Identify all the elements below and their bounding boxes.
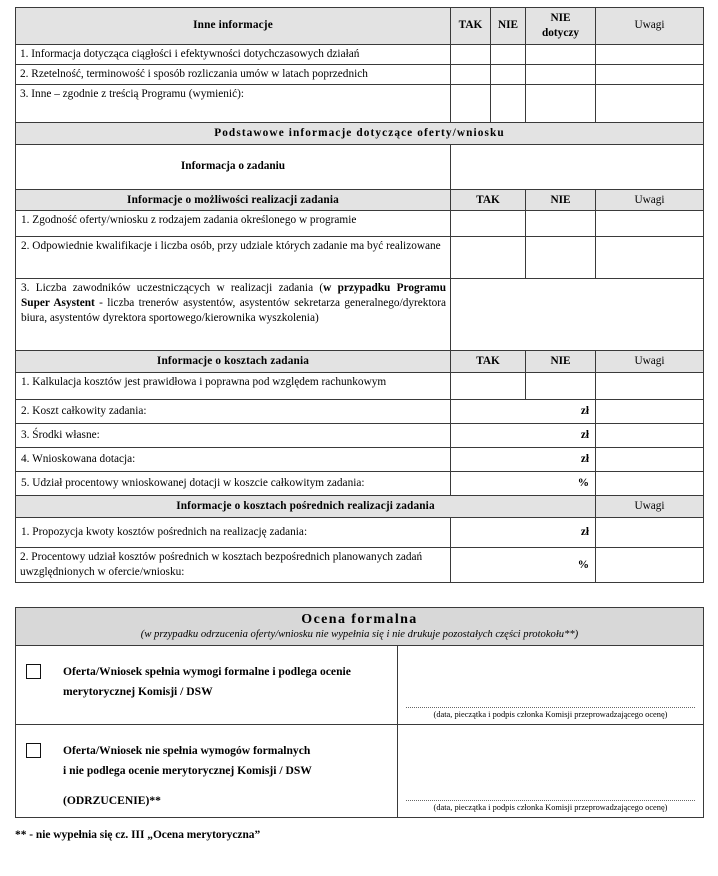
- header-col-uwagi: Uwagi: [596, 8, 704, 45]
- ocena-formalna-table: [15, 607, 704, 818]
- table-row: [16, 400, 704, 424]
- header-koszty-col-uwagi: Uwagi: [596, 351, 704, 373]
- table-row: [16, 211, 704, 237]
- header-inne-informacje: Inne informacje: [16, 8, 451, 45]
- table-header-row-mozliwosci: [16, 189, 704, 211]
- table-row: [16, 373, 704, 400]
- table-header-row-posrednie: [16, 496, 704, 518]
- header-col-tak: TAK: [451, 8, 491, 45]
- row-label-mozliwosci-1: 1. Zgodność oferty/wniosku z rodzajem zadania określonego w programie: [16, 211, 451, 237]
- row-label-posrednie-1: 1. Propozycja kwoty kosztów pośrednich na realizację zadania:: [16, 518, 451, 548]
- row-label-posrednie-2: 2. Procentowy udział kosztów pośrednich w kosztach bezpośrednich planowanych zadań uwzględnionych w ofercie/wniosku:: [16, 548, 451, 583]
- ocena-option-2-cell: [16, 725, 398, 818]
- table-row: [16, 518, 704, 548]
- header-koszty-col-tak: TAK: [451, 351, 526, 373]
- unit-koszty-5[interactable]: %: [451, 472, 596, 496]
- signature-line-2: [406, 800, 695, 801]
- unit-posrednie-1[interactable]: zł: [451, 518, 596, 548]
- ocena-option-2-line1: Oferta/Wniosek nie spełnia wymogów formalnych: [63, 744, 311, 758]
- ocena-option-1-cell: [16, 646, 398, 725]
- cell-uwagi-mozliwosci-1[interactable]: [596, 211, 704, 237]
- signature-line-1: [406, 707, 695, 708]
- cell-uwagi-inne-1[interactable]: [596, 44, 704, 64]
- table-row: [16, 84, 704, 122]
- cell-merged-mozliwosci-3[interactable]: [451, 279, 704, 351]
- cell-niedotyczy-inne-2[interactable]: [526, 64, 596, 84]
- ocena-option-1-line1: Oferta/Wniosek spełnia wymogi formalne i podlega ocenie: [63, 665, 351, 679]
- row-label-koszty-4: 4. Wnioskowana dotacja:: [16, 448, 451, 472]
- checkbox-accept-icon[interactable]: [26, 664, 41, 679]
- header-podstawowe-informacje: Podstawowe informacje dotyczące oferty/wniosku: [16, 122, 704, 144]
- header-koszty-col-nie: NIE: [526, 351, 596, 373]
- ocena-formalna-header: [16, 608, 704, 646]
- cell-uwagi-koszty-4[interactable]: [596, 448, 704, 472]
- ocena-formalna-subtitle: (w przypadku odrzucenia oferty/wniosku nie wypełnia się i nie drukuje pozostałych części protokołu**): [140, 629, 579, 641]
- cell-uwagi-posrednie-2[interactable]: [596, 548, 704, 583]
- row-label-inne-3: 3. Inne – zgodnie z treścią Programu (wymienić):: [16, 84, 451, 122]
- section-spacer: [15, 583, 703, 607]
- cell-tak-inne-1[interactable]: [451, 44, 491, 64]
- cell-nie-inne-1[interactable]: [491, 44, 526, 64]
- row-label-mozliwosci-3-bold: w przypadku Programu Super Asystent: [21, 282, 446, 310]
- signature-caption-2: (data, pieczątka i podpis członka Komisji przeprowadzającego ocenę): [433, 802, 668, 812]
- cell-tak-mozliwosci-2[interactable]: [451, 237, 526, 279]
- cell-nie-mozliwosci-1[interactable]: [526, 211, 596, 237]
- cell-uwagi-koszty-3[interactable]: [596, 424, 704, 448]
- header-koszty-zadania: Informacje o kosztach zadania: [16, 351, 451, 373]
- table-row: [16, 279, 704, 351]
- table-row: [16, 448, 704, 472]
- cell-nie-koszty-1[interactable]: [526, 373, 596, 400]
- unit-koszty-3[interactable]: zł: [451, 424, 596, 448]
- cell-uwagi-koszty-5[interactable]: [596, 472, 704, 496]
- row-label-inne-2: 2. Rzetelność, terminowość i sposób rozliczania umów w latach poprzednich: [16, 64, 451, 84]
- cell-nie-inne-3[interactable]: [491, 84, 526, 122]
- cell-uwagi-posrednie-1[interactable]: [596, 518, 704, 548]
- header-col-nie-dotyczy-line1: NIE: [550, 12, 571, 24]
- table-row: [16, 472, 704, 496]
- header-mozliwosci-col-nie: NIE: [526, 189, 596, 211]
- table-row: [16, 424, 704, 448]
- ocena-option-row: [16, 646, 704, 725]
- row-label-koszty-3: 3. Środki własne:: [16, 424, 451, 448]
- section-header-row-podstawowe: [16, 122, 704, 144]
- row-label-mozliwosci-3: [16, 279, 451, 351]
- cell-uwagi-koszty-2[interactable]: [596, 400, 704, 424]
- header-mozliwosci-col-tak: TAK: [451, 189, 526, 211]
- cell-niedotyczy-inne-1[interactable]: [526, 44, 596, 64]
- ocena-option-row: [16, 725, 704, 818]
- table-row: [16, 64, 704, 84]
- header-col-nie: NIE: [491, 8, 526, 45]
- signature-area-1[interactable]: [398, 646, 704, 725]
- cell-nie-inne-2[interactable]: [491, 64, 526, 84]
- table-header-row-inne: [16, 8, 704, 45]
- row-label-mozliwosci-3-part1: 3. Liczba zawodników uczestniczących w realizacji zadania (: [21, 282, 324, 295]
- unit-koszty-4[interactable]: zł: [451, 448, 596, 472]
- row-label-koszty-5: 5. Udział procentowy wnioskowanej dotacji w koszcie całkowitym zadania:: [16, 472, 451, 496]
- field-informacja-o-zadaniu[interactable]: [451, 144, 704, 189]
- header-posrednie-col-uwagi: Uwagi: [596, 496, 704, 518]
- row-label-mozliwosci-3-part2: - liczba trenerów asystentów, asystentów sekretarza generalnego/dyrektora biura, asystentów dyrektora sportowego/kierownika wyszkolenia): [21, 297, 447, 325]
- cell-nie-mozliwosci-2[interactable]: [526, 237, 596, 279]
- cell-tak-inne-2[interactable]: [451, 64, 491, 84]
- table-row-zadanie: [16, 144, 704, 189]
- signature-area-2[interactable]: [398, 725, 704, 818]
- table-header-row-koszty: [16, 351, 704, 373]
- signature-caption-1: (data, pieczątka i podpis członka Komisji przeprowadzającego ocenę): [433, 709, 668, 719]
- row-label-mozliwosci-2: 2. Odpowiednie kwalifikacje i liczba osób, przy udziale których zadanie ma być realizowane: [16, 237, 451, 279]
- row-label-inne-1: 1. Informacja dotycząca ciągłości i efektywności dotychczasowych działań: [16, 44, 451, 64]
- cell-uwagi-inne-2[interactable]: [596, 64, 704, 84]
- ocena-option-1-line2: merytorycznej Komisji / DSW: [63, 685, 213, 698]
- ocena-formalna-title: Ocena formalna: [301, 612, 418, 628]
- ocena-option-1-text: [63, 662, 351, 702]
- cell-uwagi-koszty-1[interactable]: [596, 373, 704, 400]
- header-mozliwosci-col-uwagi: Uwagi: [596, 189, 704, 211]
- header-mozliwosci-realizacji: Informacje o możliwości realizacji zadania: [16, 189, 451, 211]
- protocol-table: [15, 7, 704, 583]
- ocena-option-2-text: [63, 741, 312, 811]
- ocena-option-2-line2: i nie podlega ocenie merytorycznej Komisji / DSW: [63, 764, 312, 777]
- unit-koszty-2[interactable]: zł: [451, 400, 596, 424]
- label-informacja-o-zadaniu: Informacja o zadaniu: [16, 144, 451, 189]
- table-row: [16, 237, 704, 279]
- cell-tak-inne-3[interactable]: [451, 84, 491, 122]
- cell-tak-mozliwosci-1[interactable]: [451, 211, 526, 237]
- header-col-nie-dotyczy-line2: dotyczy: [541, 26, 580, 39]
- table-row: [16, 548, 704, 583]
- header-col-nie-dotyczy: [526, 8, 596, 45]
- row-label-koszty-2: 2. Koszt całkowity zadania:: [16, 400, 451, 424]
- row-label-koszty-1: 1. Kalkulacja kosztów jest prawidłowa i poprawna pod względem rachunkowym: [16, 373, 451, 400]
- footnote-text: ** - nie wypełnia się cz. III „Ocena merytoryczna”: [15, 828, 261, 841]
- unit-posrednie-2[interactable]: %: [451, 548, 596, 583]
- cell-uwagi-inne-3[interactable]: [596, 84, 704, 122]
- ocena-header-row: [16, 608, 704, 646]
- checkbox-reject-icon[interactable]: [26, 743, 41, 758]
- header-koszty-posrednie: Informacje o kosztach pośrednich realizacji zadania: [16, 496, 596, 518]
- cell-uwagi-mozliwosci-2[interactable]: [596, 237, 704, 279]
- table-row: [16, 44, 704, 64]
- ocena-option-2-line3: (ODRZUCENIE)**: [63, 793, 161, 807]
- cell-niedotyczy-inne-3[interactable]: [526, 84, 596, 122]
- cell-tak-koszty-1[interactable]: [451, 373, 526, 400]
